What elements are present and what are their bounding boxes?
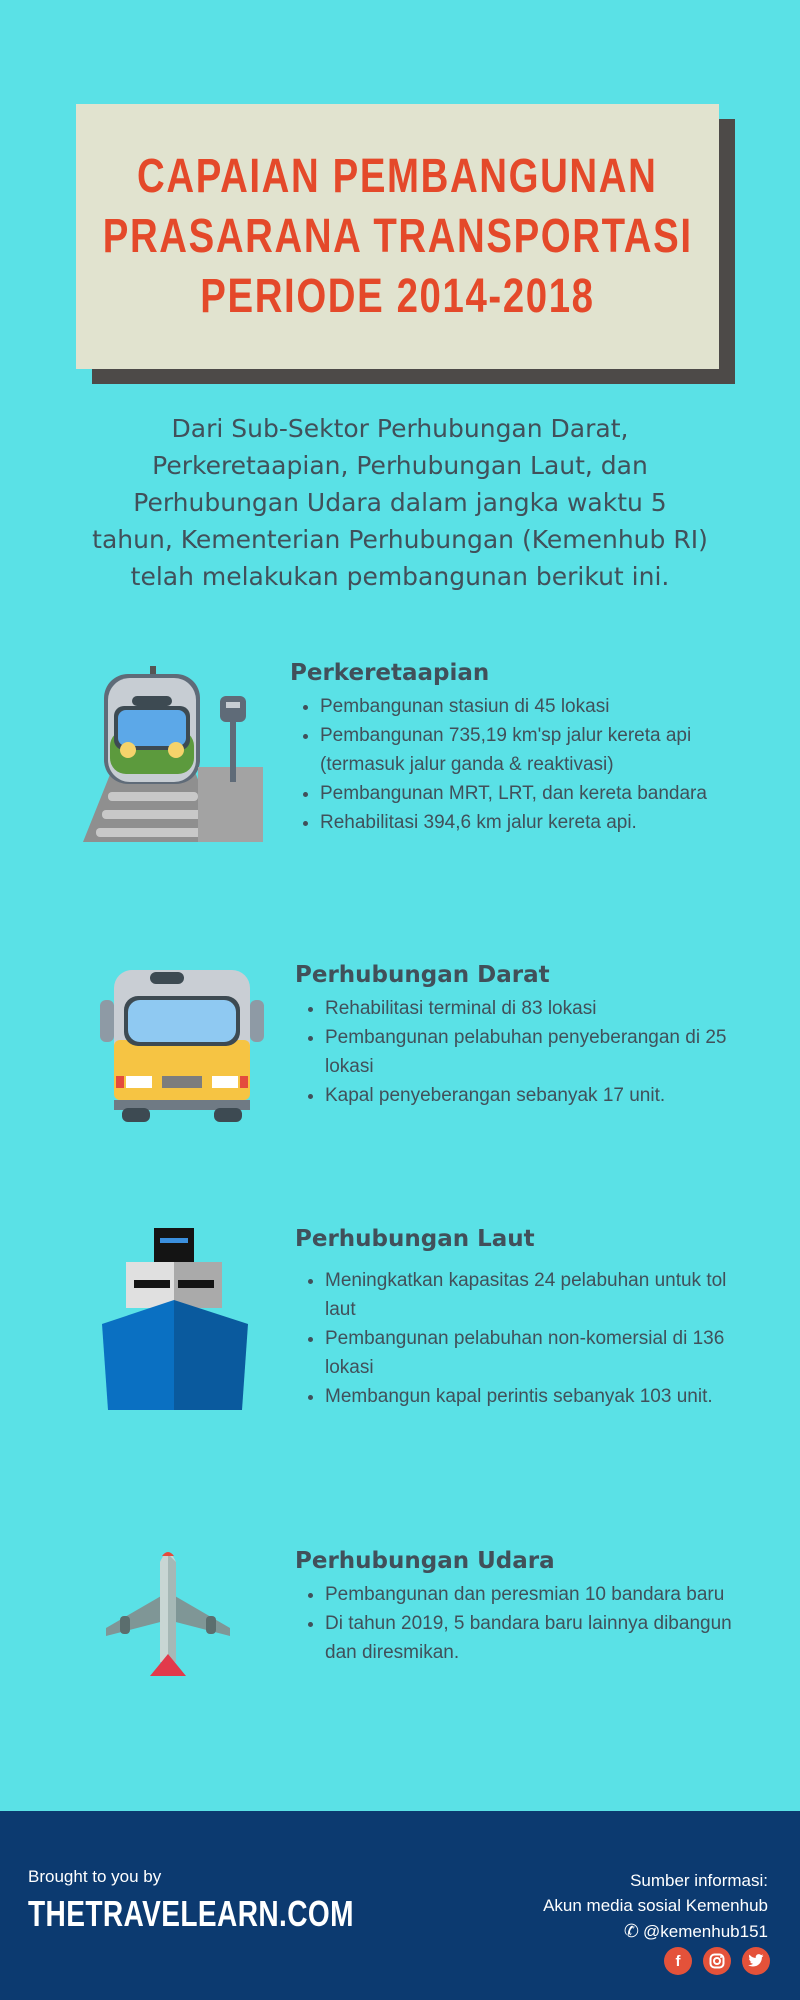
- title-line-1: CAPAIAN PEMBANGUNAN: [137, 149, 658, 203]
- list-item: • Rehabilitasi terminal di 83 lokasi: [325, 994, 735, 1023]
- twitter-glyph: [748, 1954, 764, 1968]
- intro-paragraph: Dari Sub-Sektor Perhubungan Darat, Perkeretaapian, Perhubungan Laut, dan Perhubungan Udara dalam jangka waktu 5 tahun, Kementerian Perhubungan (Kemenhub RI) telah melakukan pembangunan berikut ini.: [92, 414, 708, 591]
- list-item: • Pembangunan 735,19 km'sp jalur kereta api (termasuk jalur ganda & reaktivasi): [320, 721, 730, 779]
- list-item: • Pembangunan dan peresmian 10 bandara baru: [325, 1580, 735, 1609]
- phone-icon: ✆: [623, 1921, 639, 1941]
- title-line-2: PRASARANA TRANSPORTASI: [102, 209, 693, 263]
- twitter-icon[interactable]: [742, 1947, 770, 1975]
- section-title: Perhubungan Udara: [295, 1548, 555, 1574]
- list-item: • Meningkatkan kapasitas 24 pelabuhan untuk tol laut: [325, 1266, 735, 1324]
- bus-icon: [100, 962, 264, 1124]
- contact-handle: [624, 1921, 768, 1942]
- section-title: Perhubungan Darat: [295, 962, 550, 988]
- list-item: • Pembangunan stasiun di 45 lokasi: [320, 692, 730, 721]
- section-perhubungan-laut: [295, 1226, 735, 1411]
- section-perhubungan-udara: [295, 1548, 735, 1667]
- facebook-icon[interactable]: f: [664, 1947, 692, 1975]
- list-item: • Di tahun 2019, 5 bandara baru lainnya dibangun dan diresmikan.: [325, 1609, 735, 1667]
- instagram-icon[interactable]: [703, 1947, 731, 1975]
- source-label: Sumber informasi:: [630, 1871, 768, 1890]
- list-item: • Pembangunan pelabuhan non-komersial di 136 lokasi: [325, 1324, 735, 1382]
- section-list: [290, 692, 730, 837]
- section-perkeretaapian: [290, 660, 730, 837]
- section-list: [295, 1580, 735, 1667]
- handle-text: @kemenhub151: [642, 1922, 768, 1941]
- brought-by-text: Brought to you by: [28, 1867, 162, 1886]
- title-box: [76, 104, 719, 369]
- section-title: Perhubungan Laut: [295, 1226, 535, 1252]
- footer: [0, 1811, 800, 2000]
- section-perhubungan-darat: [295, 962, 735, 1110]
- ship-icon: [102, 1228, 248, 1410]
- list-item: • Pembangunan MRT, LRT, dan kereta bandara: [320, 779, 730, 808]
- list-item: • Kapal penyeberangan sebanyak 17 unit.: [325, 1081, 735, 1110]
- airplane-icon: [104, 1544, 232, 1680]
- train-icon: [78, 662, 264, 844]
- list-item: • Membangun kapal perintis sebanyak 103 unit.: [325, 1382, 735, 1411]
- list-item: • Pembangunan pelabuhan penyeberangan di 25 lokasi: [325, 1023, 735, 1081]
- section-list: [295, 1266, 735, 1411]
- brand-logo: THETRAVELEARN.COM: [28, 1893, 354, 1934]
- title-line-3: PERIODE 2014-2018: [200, 269, 595, 323]
- section-title: Perkeretaapian: [290, 660, 490, 686]
- source-text: Akun media sosial Kemenhub: [543, 1896, 768, 1915]
- section-list: [295, 994, 735, 1110]
- list-item: • Rehabilitasi 394,6 km jalur kereta api.: [320, 808, 730, 837]
- instagram-glyph: [709, 1953, 725, 1969]
